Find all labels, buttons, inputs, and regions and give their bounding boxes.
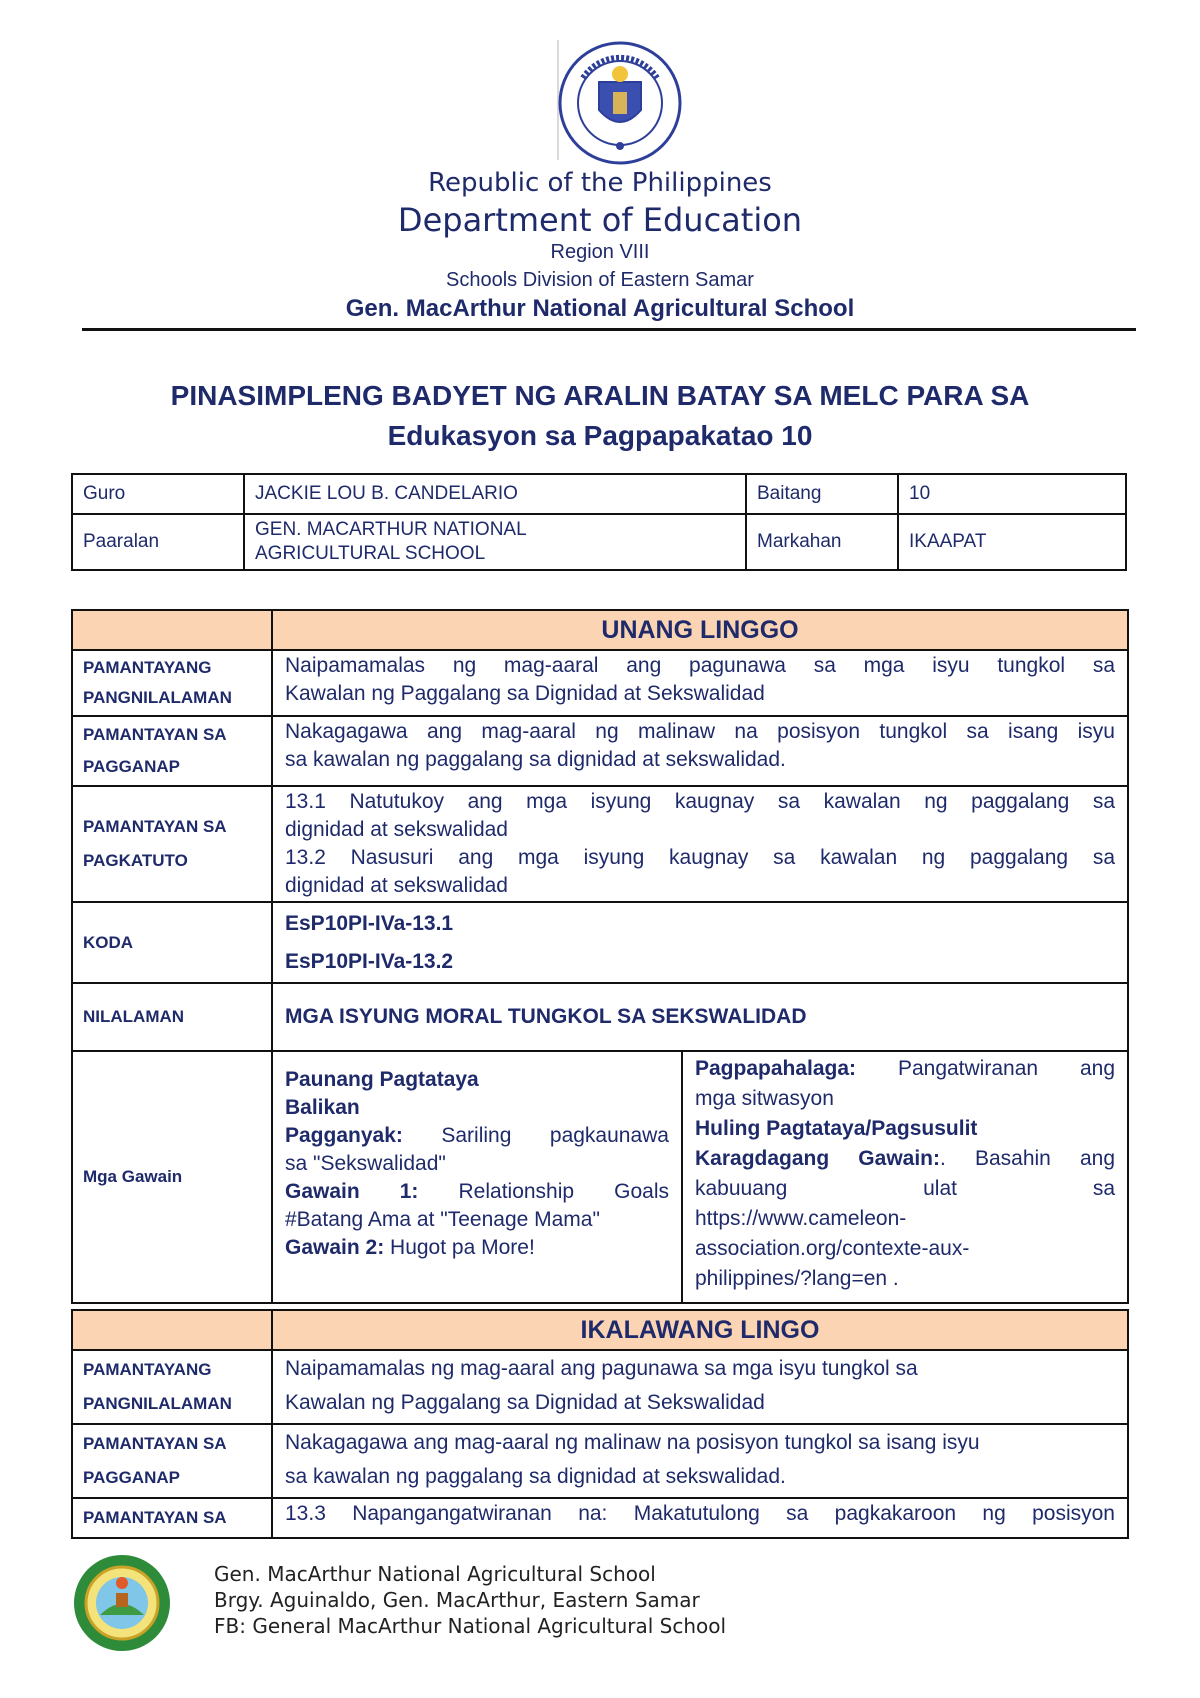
gawain-item-label: Karagdagang Gawain: <box>695 1147 940 1170</box>
paaralan-value-line-1: GEN. MACARTHUR NATIONAL <box>255 519 527 540</box>
text-line: 13.2 Nasusuri ang mga isyung kaugnay sa kawalan ng paggalang sa <box>285 846 1115 869</box>
week1-gawain-label: Mga Gawain <box>72 1051 272 1303</box>
resource-link[interactable]: philippines/?lang=en . <box>695 1267 899 1290</box>
week1-pagganap-label <box>72 716 272 786</box>
week2-pamantayang-text <box>272 1350 1128 1424</box>
week1-koda-text <box>272 902 1128 983</box>
gawain-item-text: mga sitwasyon <box>695 1087 834 1110</box>
week1-pagkatuto-label <box>72 786 272 902</box>
text-line: dignidad at sekswalidad <box>285 874 508 897</box>
label-line: PAMANTAYAN SA <box>83 817 227 836</box>
week2-heading: IKALAWANG LINGO <box>272 1310 1128 1350</box>
label-line: PANGNILALAMAN <box>83 1394 232 1413</box>
week1-pamantayang-label <box>72 650 272 716</box>
markahan-value: IKAAPAT <box>898 514 1126 570</box>
label-line: PAGGANAP <box>83 757 180 776</box>
gawain-item-text: kabuuang ulat sa <box>695 1177 1115 1200</box>
text-line: Nakagagawa ang mag-aaral ng malinaw na posisyon tungkol sa isang isyu <box>285 720 1115 743</box>
text-line: 13.3 Napangangatwiranan na: Makatutulong sa pagkakaroon ng posisyon <box>285 1502 1115 1525</box>
text-line: Nakagagawa ang mag-aaral ng malinaw na posisyon tungkol sa isang isyu <box>285 1431 980 1454</box>
header-department: Department of Education <box>397 201 803 239</box>
guro-label: Guro <box>72 474 244 514</box>
week1-nilalaman-label: NILALAMAN <box>72 983 272 1051</box>
koda-code: EsP10PI-IVa-13.1 <box>285 912 454 935</box>
gawain-item-label: Gawain 2: <box>285 1236 385 1259</box>
gawain-item-text: Sariling pagkaunawa <box>402 1124 669 1147</box>
week1-pamantayang-text <box>272 650 1128 716</box>
week1-heading: UNANG LINGGO <box>272 610 1128 650</box>
gawain-item-text: . Basahin ang <box>940 1147 1115 1170</box>
gawain-item-text: sa "Sekswalidad" <box>285 1152 446 1175</box>
baitang-value: 10 <box>898 474 1126 514</box>
label-line: PAGKATUTO <box>83 851 188 870</box>
gawain-item-text: Hugot pa More! <box>384 1236 535 1259</box>
header-rule <box>82 328 1136 331</box>
header-region: Region VIII <box>550 241 650 263</box>
footer-facebook: FB: General MacArthur National Agricultural School <box>214 1614 727 1638</box>
week2-table <box>71 1309 1129 1539</box>
label-line: PAMANTAYAN SA <box>83 725 227 744</box>
week1-koda-label: KODA <box>72 902 272 983</box>
gawain-item-label: Gawain 1: <box>285 1180 419 1203</box>
text-line: sa kawalan ng paggalang sa dignidad at sekswalidad. <box>285 748 786 771</box>
text-line: Naipamamalas ng mag-aaral ang pagunawa sa mga isyu tungkol sa <box>285 654 1115 677</box>
info-table <box>71 473 1127 571</box>
school-seal-logo <box>72 1553 172 1653</box>
text-line: sa kawalan ng paggalang sa dignidad at sekswalidad. <box>285 1465 786 1488</box>
week2-pagganap-text <box>272 1424 1128 1498</box>
resource-link[interactable]: association.org/contexte-aux- <box>695 1237 970 1260</box>
week2-pagkatuto-text <box>272 1498 1128 1538</box>
week1-table <box>71 609 1129 1304</box>
header-division: Schools Division of Eastern Samar <box>446 269 754 291</box>
text-line: Kawalan ng Paggalang sa Dignidad at Sekswalidad <box>285 1391 765 1414</box>
week2-pagganap-label <box>72 1424 272 1498</box>
gawain-item: Huling Pagtataya/Pagsusulit <box>695 1117 978 1140</box>
footer-address: Brgy. Aguinaldo, Gen. MacArthur, Eastern Samar <box>214 1588 700 1612</box>
header-republic: Republic of the Philippines <box>428 168 772 198</box>
gawain-item-label: Pagpapahalaga: <box>695 1057 857 1080</box>
text-line: Naipamamalas ng mag-aaral ang pagunawa sa mga isyu tungkol sa <box>285 1357 918 1380</box>
label-line: PAMANTAYAN SA <box>83 1434 227 1453</box>
gawain-item: Balikan <box>285 1096 360 1119</box>
header-school: Gen. MacArthur National Agricultural School <box>345 295 855 322</box>
week1-pagganap-text <box>272 716 1128 786</box>
week1-gawain-left <box>272 1051 682 1303</box>
label-line: PAMANTAYANG <box>83 1360 212 1379</box>
label-line: PAMANTAYANG <box>83 658 212 677</box>
text-line: dignidad at sekswalidad <box>285 818 508 841</box>
week2-pagkatuto-label: PAMANTAYAN SA <box>72 1498 272 1538</box>
week2-pamantayang-label <box>72 1350 272 1424</box>
paaralan-label: Paaralan <box>72 514 244 570</box>
week1-pagkatuto-text <box>272 786 1128 902</box>
label-line: PAGGANAP <box>83 1468 180 1487</box>
paaralan-value <box>244 514 746 570</box>
guro-value: JACKIE LOU B. CANDELARIO <box>244 474 746 514</box>
deped-seal-logo <box>555 38 685 168</box>
week1-corner-cell <box>72 610 272 650</box>
gawain-item-text: #Batang Ama at "Teenage Mama" <box>285 1208 600 1231</box>
gawain-item-label: Pagganyak: <box>285 1124 403 1147</box>
text-line: Kawalan ng Paggalang sa Dignidad at Sekswalidad <box>285 682 765 705</box>
gawain-item-text: Pangatwiranan ang <box>856 1057 1115 1080</box>
label-line: PANGNILALAMAN <box>83 688 232 707</box>
gawain-item-text: Relationship Goals <box>418 1180 669 1203</box>
gawain-item: Paunang Pagtataya <box>285 1068 479 1091</box>
week1-nilalaman-text: MGA ISYUNG MORAL TUNGKOL SA SEKSWALIDAD <box>272 983 1128 1051</box>
document-subtitle: Edukasyon sa Pagpapakatao 10 <box>387 420 813 451</box>
paaralan-value-line-2: AGRICULTURAL SCHOOL <box>255 543 486 564</box>
week1-gawain-right <box>682 1051 1128 1303</box>
footer-school: Gen. MacArthur National Agricultural School <box>214 1562 656 1586</box>
markahan-label: Markahan <box>746 514 898 570</box>
week2-corner-cell <box>72 1310 272 1350</box>
text-line: 13.1 Natutukoy ang mga isyung kaugnay sa kawalan ng paggalang sa <box>285 790 1115 813</box>
document-title: PINASIMPLENG BADYET NG ARALIN BATAY SA MELC PARA SA <box>170 380 1030 411</box>
koda-code: EsP10PI-IVa-13.2 <box>285 950 454 973</box>
baitang-label: Baitang <box>746 474 898 514</box>
resource-link[interactable]: https://www.cameleon- <box>695 1207 907 1230</box>
